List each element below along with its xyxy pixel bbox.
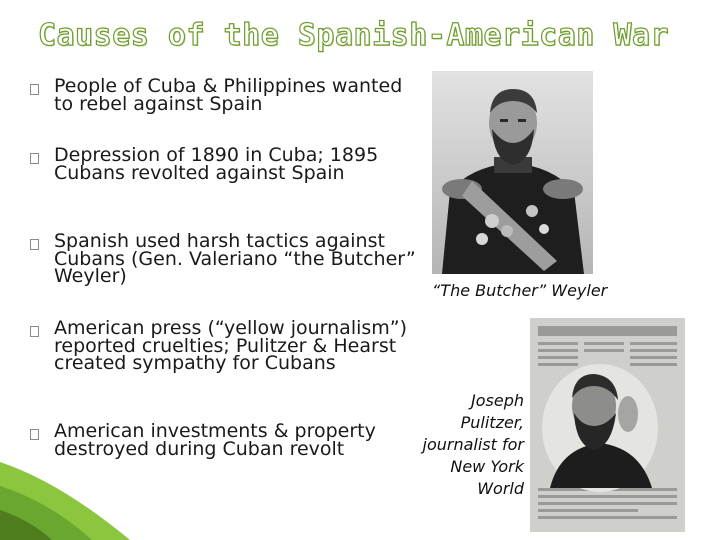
- bullet-text: American press (“yellow journalism”) reported cruelties; Pulitzer & Hearst created sympathy for Cubans: [54, 317, 408, 374]
- slide-title: Causes of the Spanish-American War: [38, 18, 670, 53]
- pulitzer-portrait-illustration: [530, 318, 685, 532]
- pulitzer-newspaper-photo: [530, 318, 685, 532]
- square-bullet-icon: [30, 326, 39, 337]
- square-bullet-icon: [30, 429, 39, 440]
- weyler-portrait-illustration: [432, 71, 593, 274]
- bullet-text: Depression of 1890 in Cuba; 1895 Cubans revolted against Spain: [54, 144, 379, 184]
- square-bullet-icon: [30, 153, 39, 164]
- weyler-portrait-photo: [432, 71, 593, 274]
- weyler-caption: “The Butcher” Weyler: [432, 281, 608, 300]
- square-bullet-icon: [30, 239, 39, 250]
- pulitzer-caption: Joseph Pulitzer, journalist for New York World: [422, 391, 524, 498]
- bullet-text: People of Cuba & Philippines wanted to rebel against Spain: [54, 75, 403, 115]
- square-bullet-icon: [30, 84, 39, 95]
- bullet-text: American investments & property destroyed during Cuban revolt: [54, 420, 376, 460]
- bullet-text: Spanish used harsh tactics against Cubans (Gen. Valeriano “the Butcher” Weyler): [54, 230, 416, 287]
- corner-swoosh-decoration: [0, 452, 140, 540]
